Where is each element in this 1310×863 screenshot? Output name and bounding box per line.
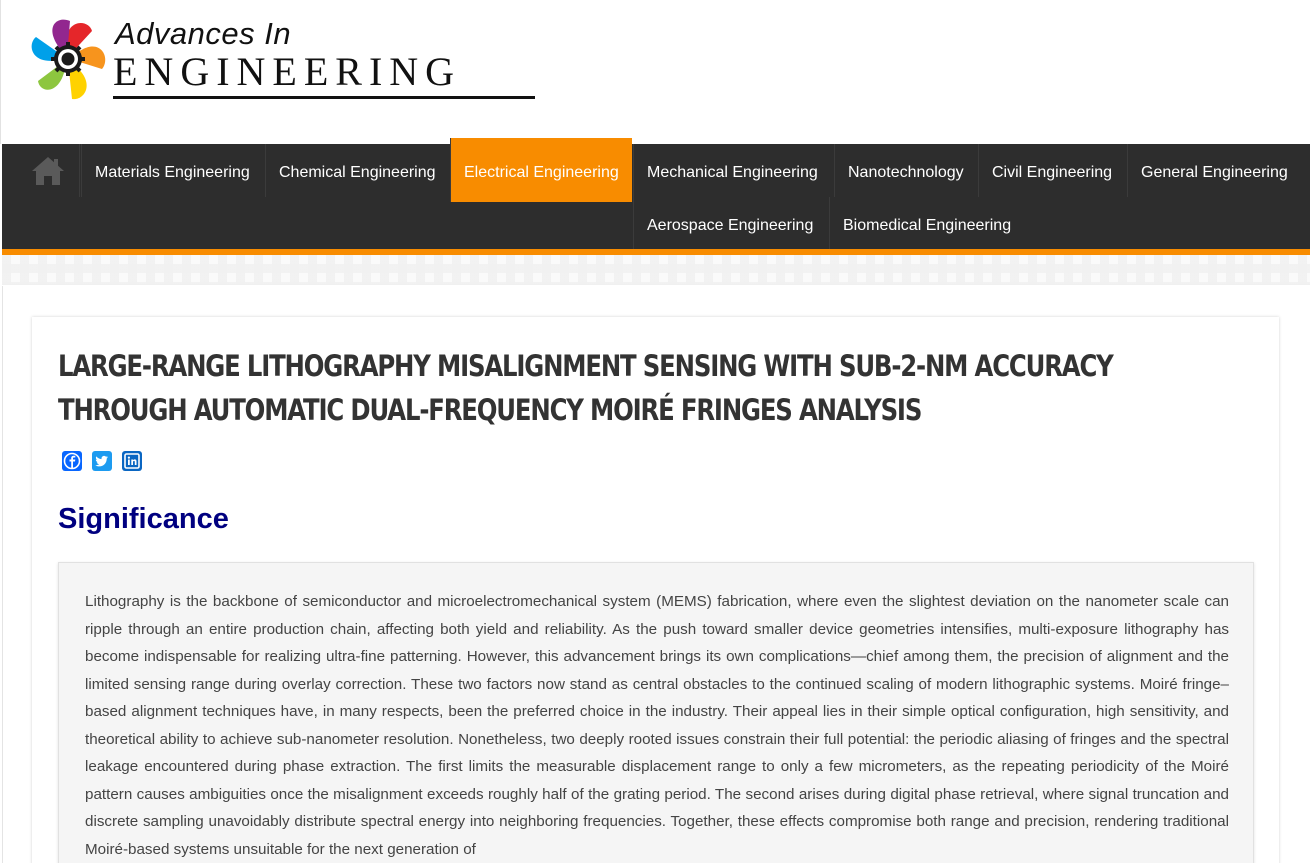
linkedin-icon [122,451,142,471]
twitter-share-button[interactable] [92,451,112,471]
nav-item-general-engineering[interactable]: General Engineering [1127,144,1301,197]
twitter-icon [92,451,112,471]
facebook-share-button[interactable] [62,451,82,471]
main-nav [2,144,1310,249]
nav-item-electrical-engineering[interactable]: Electrical Engineering [450,138,632,202]
gear-flower-icon [27,18,109,100]
site-logo[interactable] [27,14,547,104]
decorative-stripe [2,255,1310,285]
article-title: LARGE-RANGE LITHOGRAPHY MISALIGNMENT SENSING WITH SUB-2-NM ACCURACY THROUGH AUTOMATIC DUAL-FREQUENCY MOIRÉ FRINGES ANALYSIS [58,349,1113,427]
nav-item-chemical-engineering[interactable]: Chemical Engineering [265,144,449,197]
nav-item-materials-engineering[interactable]: Materials Engineering [81,144,263,197]
site-header [0,0,1310,144]
nav-item-biomedical-engineering[interactable]: Biomedical Engineering [829,197,1024,250]
section-heading-significance: Significance [58,503,229,535]
linkedin-share-button[interactable] [122,451,142,471]
logo-underline [113,96,535,99]
nav-item-civil-engineering[interactable]: Civil Engineering [978,144,1125,197]
nav-item-aerospace-engineering[interactable]: Aerospace Engineering [633,197,826,250]
nav-item-nanotechnology[interactable]: Nanotechnology [834,144,977,197]
logo-line-2: ENGINEERING [113,49,462,94]
nav-home-button[interactable] [2,144,80,197]
nav-item-mechanical-engineering[interactable]: Mechanical Engineering [633,144,831,197]
significance-block [58,562,1254,863]
home-icon [30,155,66,187]
facebook-icon [62,451,82,471]
significance-paragraph: Lithography is the backbone of semiconductor and microelectromechanical system (MEMS) fabrication, where even the slightest deviation on the nanometer scale can ripple through an entire production chain, affecting both yield and reliability. As the push toward smaller device geometries intensifies, multi-exposure lithography has become indispensable for realizing ultra-fine patterning. However, this advancement brings its own complications—chief among them, the precision of alignment and the limited sensing range during overlay correction. These two factors now stand as central obstacles to the continued scaling of modern lithographic systems. Moiré fringe–based alignment techniques have, in many respects, been the preferred choice in the industry. Their appeal lies in their simple optical configuration, high sensitivity, and theoretical ability to achieve sub-nanometer resolution. Nonetheless, two deeply rooted issues constrain their full potential: the periodic aliasing of fringes and the spectral leakage encountered during phase extraction. The first limits the measurable displacement range to only a few micrometers, as the repeating periodicity of the Moiré pattern causes ambiguities once the misalignment exceeds roughly half of the grating period. The second arises during digital phase retrieval, where signal truncation and discrete sampling unavoidably distribute spectral energy into neighboring frequencies. Together, these effects compromise both range and precision, rendering traditional Moiré-based systems unsuitable for the next generation of [85,593,1229,858]
logo-line-1: Advances In [115,16,292,51]
